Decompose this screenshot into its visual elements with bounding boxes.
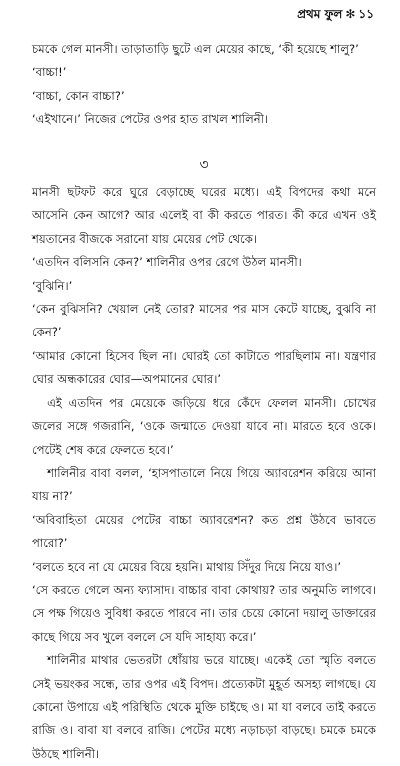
paragraph: শালিনীর মাথার ভেতরটা ধোঁয়ায় ভরে যাচ্ছে। একেই তো স্মৃতি বলতে সেই ভয়ংকর সন্ধে, তার ওপর এই বিপদ। প্রত্যেকটা মুহূর্ত অসহ্য লাগছে। যে কোনো উপায়ে এই পরিস্থিতি থেকে মুক্তি চাইছে ও। মা যা বলবে তাই করতে রাজি ও। বাবা যা বলবে রাজি। পেটের মধ্যে নড়াচড়া বাড়ছে। চমকে চমকে উঠছে শালিনী।	[32, 653, 376, 761]
paragraph: ‘বলতে হবে না যে মেয়ের বিয়ে হয়নি। মাথায় সিঁদুর দিয়ে নিয়ে যাও।’	[32, 559, 342, 574]
book-title: প্রথম ফুল	[297, 7, 343, 21]
paragraph: ‘এতদিন বলিসনি কেন?’ শালিনীর ওপর রেগে উঠল মানসী।	[32, 255, 302, 270]
paragraph: ‘বাচ্চা, কোন বাচ্চা?’	[32, 88, 125, 103]
paragraph: ‘এইখানে।’ নিজের পেটের ওপর হাত রাখল শালিনী।	[32, 112, 269, 127]
paragraph: ‘বুঝিনি।’	[32, 278, 73, 293]
page-body	[32, 38, 376, 766]
paragraph: মানসী ছটফট করে ঘুরে বেড়াচ্ছে ঘরের মধ্যে। এই বিপদের কথা মনে আসেনি কেন আগে? আর এলেই বা কী করতে পারত। কী করে এখন ওই শয়তানের বীজকে সরানো যায় মেয়ের পেট থেকে।	[32, 185, 376, 246]
paragraph: ‘অবিবাহিতা মেয়ের পেটের বাচ্চা অ্যাবরেশন? কত প্রশ্ন উঠবে ভাবতে পারো?’	[32, 512, 376, 551]
paragraph: ‘কেন বুঝিসনি? খেয়াল নেই তোর? মাসের পর মাস কেটে যাচ্ছে, বুঝবি না কেন?’	[32, 302, 376, 340]
paragraph: ‘সে করতে গেলে অন্য ফ্যাসাদ। বাচ্চার বাবা কোথায়? তার অনুমতি লাগবে। সে পক্ষ গিয়েও সুবিধা করতে পারবে না। তার চেয়ে কোনো দয়ালু ডাক্তারের কাছে গিয়ে সব খুলে বললে সে যদি সাহায্য করে।’	[32, 582, 376, 644]
paragraph: ‘বাচ্চা!’	[32, 65, 67, 80]
paragraph: এই এতদিন পর মেয়েকে জড়িয়ে ধরে কেঁদে ফেলল মানসী। চোখের জলের সঙ্গে গজরানি, ‘ওকে জন্মাতে দেওয়া যাবে না। মারতে হবে ওকে। পেটেই শেষ করে ফেলতে হবে।’	[32, 395, 376, 457]
running-header	[297, 6, 374, 26]
section-number: ৩	[199, 156, 209, 173]
paragraph: চমকে গেল মানসী। তাড়াতাড়ি ছুটে এল মেয়ের কাছে, ‘কী হয়েছে শালু?’	[32, 42, 359, 56]
ornament-icon: ✻	[345, 7, 356, 21]
paragraph: ‘আমার কোনো হিসেব ছিল না। ঘোরই তো কাটাতে পারছিলাম না। যন্ত্রণার ঘোর অন্ধকারের ঘোর—অপমানের ঘোর।’	[32, 348, 376, 387]
page-number: ১১	[358, 7, 374, 21]
paragraph: শালিনীর বাবা বলল, ‘হাসপাতালে নিয়ে গিয়ে অ্যাবরেশন করিয়ে আনা যায় না?’	[32, 465, 376, 504]
